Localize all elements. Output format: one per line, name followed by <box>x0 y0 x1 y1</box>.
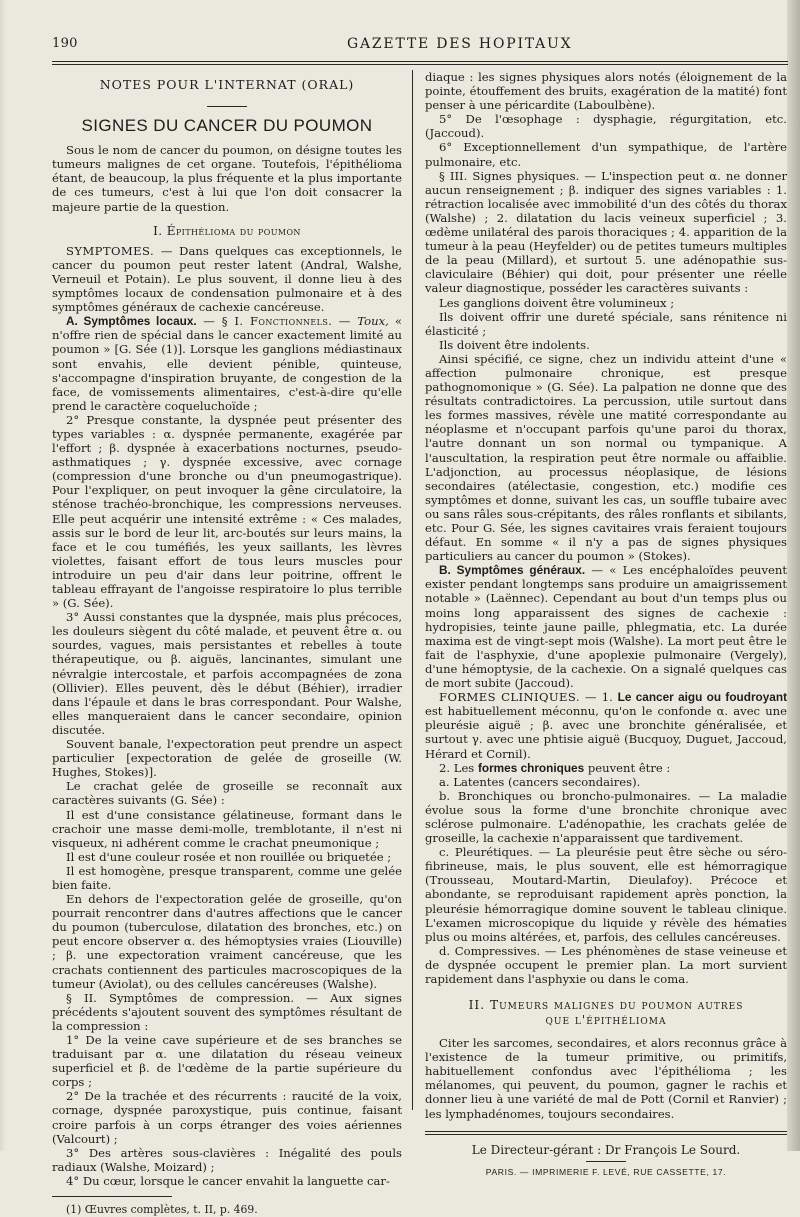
part2-heading-line2: que l'épithélioma <box>545 1013 667 1028</box>
ganglions-item-1: Les ganglions doivent être volumineux ; <box>439 295 675 310</box>
forme-latente: a. Latentes (cancers secondaires). <box>439 774 641 789</box>
oesophage-paragraph: 5° De l'œsophage : dysphagie, régurgitation, etc. (Jaccoud). <box>425 112 787 141</box>
toux-paragraph <box>52 314 402 413</box>
ganglions-item-3: Ils doivent être indolents. <box>439 337 590 352</box>
cancer-aigu-label: Le cancer aigu ou foudroyant <box>617 690 787 705</box>
forme-pleuretique: c. Pleurétiques. — La pleurésie peut être sèche ou séro-fibrineuse, mais, le plus souvent, elle est hémorragique (Trousseau, Moutard-Martin, Dieulafoy). Précoce et abondante, se reproduisant rapidement après ponction, la pleurésie hémorragique domine souvent le tableau clinique. L'examen microscopique du liquide y révèle des hématies plus ou moins altérées, et, parfois, des cellules cancéreuses. <box>425 845 787 944</box>
formes-cliniques-label: FORMES CLINIQUES. — <box>439 690 598 705</box>
compression-item-1: 1° De la veine cave supérieure et de ses branches se traduisant par α. une dilatation du réseau veineux superficiel et β. de l'œdème de la partie supérieure du corps ; <box>52 1033 402 1090</box>
page-number: 190 <box>52 36 78 51</box>
signes-physiques-paragraph: § III. Signes physiques. — L'inspection peut α. ne donner aucun renseignement ; β. indiquer des signes variables : 1. rétraction localisée avec immobilité d'un des côtés du thorax (Walshe) ; 2. dilatation du lacis veineux superficiel ; 3. œdème unilatéral des parois thoraciques ; 4. apparition de la tumeur à la peau (Heyfelder) ou de petites tumeurs multiples de la peau (Millard), et surtout 5. une adénopathie sus-claviculaire (Béhier) qui doit, pour présenter une réelle valeur diagnostique, posséder les caractères suivants : <box>425 168 787 296</box>
column-divider <box>412 70 413 1110</box>
douleurs-paragraph: 3° Aussi constantes que la dyspnée, mais plus précoces, les douleurs siègent du côté malade, et peuvent être α. ou sourdes, vagues, mais persistantes et rebelles à toute thérapeutique, ou β. aiguës, lancinantes, simulant une névralgie intercostale, et parfois accompagnées de zona (Ollivier). Elles peuvent, dès le début (Béhier), irradier dans l'épaule et dans le bras correspondant. Pour Walshe, elles manqueraient dans le cancer secondaire, opinion discutée. <box>52 610 402 737</box>
toux-text: « n'offre rien de spécial dans le cancer exactement limité au poumon » [G. Sée (1)]. Lorsque les ganglions médiastinaux sont envahis, elle devient pénible, quinteuse, s'accompagne d'inspiration bruyante, de congestion de la face, de vomissements alimentaires, c'est-à-dire qu'elle prend le caractère coqueluchoïde ; <box>52 314 403 413</box>
symptomes-text: Dans quelques cas exceptionnels, le cancer du poumon peut rester latent (Andral, Walshe, Verneuil et Potain). Le plus souvent, il donne lieu à des symptômes locaux de condensation pulmonaire et à des symptômes généraux de cachexie cancéreuse. <box>52 243 402 315</box>
page-header <box>52 36 788 56</box>
page-fold-shadow <box>0 0 6 1151</box>
intro-paragraph: Sous le nom de cancer du poumon, on désigne toutes les tumeurs malignes de cet organe. Toutefois, l'épithélioma étant, de beaucoup, la plus fréquente et la plus importante de ces tumeurs, c'est à lui que l'on doit consacrer la majeure partie de la question. <box>52 143 402 214</box>
forme-bronchique: b. Bronchiques ou broncho-pulmonaires. — La maladie évolue sous la forme d'une bronchite chronique avec sclérose pulmonaire. L'adénopathie, les crachats gelée de groseille, la cachexie n'apparaissent que tardivement. <box>425 788 787 846</box>
expectoration-paragraph: Souvent banale, l'expectoration peut prendre un aspect particulier [expectoration de gelée de groseille (W. Hughes, Stokes)]. <box>52 737 402 780</box>
symptomes-paragraph <box>52 244 402 314</box>
dyspnee-paragraph: 2° Presque constante, la dyspnée peut présenter des types variables : α. dyspnée permanente, exagérée par l'effort ; β. dyspnée à exacerbations nocturnes, pseudo-asthmatiques ; γ. dyspnée excessive, avec cornage (compression d'une bronche ou d'un pneumogastrique). Pour l'expliquer, on peut invoquer la gêne circulatoire, la sténose trachéo-bronchique, les compressions nerveuses. Elle peut acquérir une intensité extrême : « Ces malades, assis sur le bord de leur lit, arc-boutés sur leurs mains, la face et le cou tuméfiés, les yeux saillants, les lèvres violettes, faisant effort de tous leurs muscles pour introduire un peu d'air dans leur poitrine, offrent le tableau effrayant de l'angoisse respiratoire lo plus terrible » (G. Sée). <box>52 412 402 611</box>
cardiac-paragraph: diaque : les signes physiques alors notés (éloignement de la pointe, étouffement des bruits, exagération de la matité) font penser à une péricardite (Laboulbène). <box>425 70 787 113</box>
article-title: SIGNES DU CANCER DU POUMON <box>81 116 373 136</box>
part2-heading-line1: II. Tumeurs malignes du poumon autres <box>468 998 744 1013</box>
part2-heading <box>425 998 787 1028</box>
fonctionnels-label: — § I. Fonctionnels. — <box>196 314 358 329</box>
crachat-paragraph: Le crachat gelée de groseille se reconnaît aux caractères suivants (G. Sée) : <box>52 779 402 808</box>
header-rule-bottom <box>52 64 788 65</box>
end-rule-bottom <box>425 1134 787 1135</box>
compression-item-3: 3° Des artères sous-clavières : Inégalité des pouls radiaux (Walshe, Moizard) ; <box>52 1145 402 1174</box>
part1-heading: I. Épithélioma du poumon <box>153 223 301 238</box>
formes-chroniques-prefix: 2. Les <box>439 760 478 775</box>
toux-label: Toux, <box>357 314 389 329</box>
left-column <box>52 70 402 1217</box>
formes-cliniques-paragraph <box>425 690 787 760</box>
palpation-paragraph: Ainsi spécifié, ce signe, chez un individu atteint d'une « affection pulmonaire chronique, est presque pathognomonique » (G. Sée). La palpation ne donne que des résultats contradictoires. La percussion, utile surtout dans les formes massives, révèle une matité correspondante au néoplasme et n'occupant parfois qu'une paroi du thorax, l'autre donnant un son normal ou tympanique. A l'auscultation, la respiration peut être normale ou affaiblie. L'adjonction, au processus néoplasique, de lésions secondaires (atélectasie, congestion, etc.) modifie ces symptômes et donne, suivant les cas, un souffle tubaire avec ou sans râles sous-crépitants, des râles ronflants et sibilants, etc. Pour G. Sée, les signes cavitaires vrais feraient toujours défaut. En somme « il n'y a pas de signes physiques particuliers au cancer du poumon » (Stokes). <box>425 351 787 564</box>
right-column <box>425 70 787 1179</box>
end-rule-top <box>425 1131 787 1132</box>
ganglions-item-2: Ils doivent offrir une dureté spéciale, sans rénitence ni élasticité ; <box>425 309 787 338</box>
crachat-caractere-1: Il est d'une consistance gélatineuse, formant dans le crachoir une masse demi-molle, tremblotante, il n'est ni visqueux, ni adhérent comme le crachat pneumonique ; <box>52 807 402 850</box>
formes-chroniques-label: formes chroniques <box>477 760 585 775</box>
section-heading: NOTES POUR L'INTERNAT (ORAL) <box>99 77 355 92</box>
compression-paragraph: § II. Symptômes de compression. — Aux signes précédents s'ajoutent souvent des symptômes résultant de la compression : <box>52 990 402 1033</box>
crachat-caractere-3: Il est homogène, presque transparent, comme une gelée bien faite. <box>52 863 402 892</box>
symptomes-label: SYMPTOMES. — <box>66 243 173 258</box>
crachat-caractere-2: Il est d'une couleur rosée et non rouillée ou briquetée ; <box>66 849 392 864</box>
imprint-line: PARIS. — IMPRIMERIE F. LEVÉ, RUE CASSETTE, 17. <box>485 1166 727 1177</box>
header-rule-top <box>52 61 788 62</box>
forme-compressive: d. Compressives. — Les phénomènes de stase veineuse et de dyspnée occupent le premier plan. La mort survient rapidement dans l'asphyxie ou dans le coma. <box>425 943 787 986</box>
formes-chroniques-paragraph <box>425 761 787 775</box>
journal-title: GAZETTE DES HOPITAUX <box>347 36 573 52</box>
formes-item-number: 1. <box>597 690 618 705</box>
hemoptysie-paragraph: En dehors de l'expectoration gelée de groseille, qu'on pourrait rencontrer dans d'autres affections que le cancer du poumon (tuberculose, dilatation des bronches, etc.) on peut encore observer α. des hémoptysies vraies (Liouville) ; β. une expectoration vraiment cancéreuse, que les crachats contiennent des particules macroscopiques de la tumeur (Aviolat), ou des cellules cancéreuses (Walshe). <box>52 892 402 991</box>
footnote: (1) Œuvres complètes, t. II, p. 469. <box>66 1203 258 1217</box>
compression-item-2: 2° De la trachée et des récurrents : raucité de la voix, cornage, dyspnée paroxystique, puis continue, faisant croire parfois à un corps étranger des voies aériennes (Valcourt) ; <box>52 1089 402 1146</box>
cancer-aigu-text: est habituellement méconnu, qu'on le confonde α. avec une pleurésie aiguë ; β. avec une bronchite généralisée, et surtout γ. avec une phtisie aiguë (Bucquoy, Duguet, Jaccoud, Hérard et Cornil). <box>425 704 787 761</box>
symptomes-generaux-paragraph <box>425 563 787 690</box>
directeur-line: Le Directeur-gérant : Dr François Le Sourd. <box>471 1142 741 1157</box>
compression-item-4: 4° Du cœur, lorsque le cancer envahit la languette car- <box>66 1173 390 1188</box>
page-edge <box>787 0 800 1151</box>
imprint-rule <box>586 1161 626 1162</box>
footnote-rule <box>52 1196 172 1197</box>
formes-chroniques-suffix: peuvent être : <box>584 760 671 775</box>
symptomes-generaux-text: — « Les encéphaloïdes peuvent exister pendant longtemps sans produire un amaigrissement notable » (Laënnec). Cependant au bout d'un temps plus ou moins long apparaissent des signes de cachexie : hydropisies, teinte jaune paille, phlegmatia, etc. La durée maxima est de vingt-sept mois (Walshe). La mort peut être le fait de l'asphyxie, d'une apoplexie pulmonaire (Vergely), d'une hémoptysie, de la cachexie. On a signalé quelques cas de mort subite (Jaccoud). <box>425 563 787 691</box>
exceptionnel-paragraph: 6° Exceptionnellement d'un sympathique, de l'artère pulmonaire, etc. <box>425 140 787 169</box>
part2-paragraph: Citer les sarcomes, secondaires, et alors reconnus grâce à l'existence de la tumeur primitive, ou primitifs, habituellement confondus avec l'épithélioma ; les mélanomes, qui peuvent, du poumon, gagner le rachis et donner lieu à une variété de mal de Pott (Cornil et Ranvier) ; les lymphadénomes, toujours secondaires. <box>425 1036 787 1121</box>
symptomes-generaux-label: B. Symptômes généraux. <box>439 563 586 578</box>
section-rule <box>207 106 247 107</box>
symptomes-locaux-label: A. Symptômes locaux. <box>66 314 197 329</box>
